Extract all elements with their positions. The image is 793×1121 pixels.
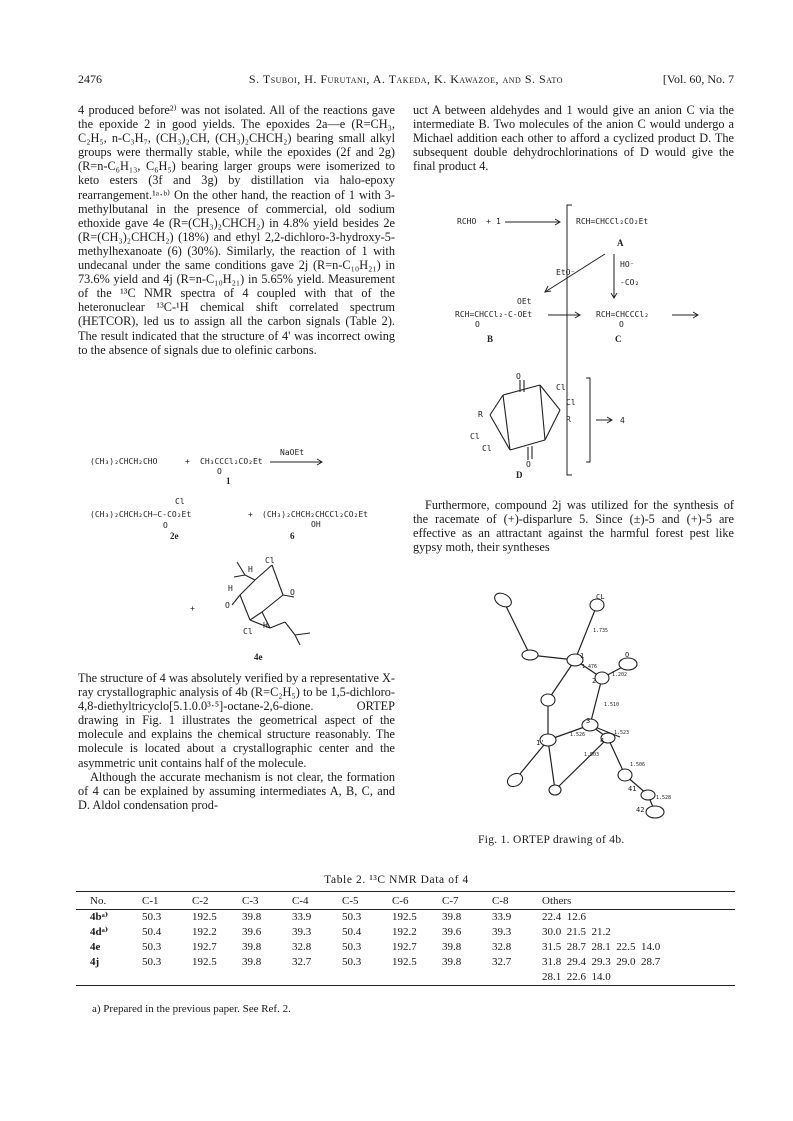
ortep-atom-3: 3 — [586, 717, 591, 725]
bond-length: 1.528 — [656, 795, 672, 801]
carbonyl-o: O — [217, 467, 222, 476]
table-header: C-8 — [492, 892, 542, 910]
hydroxide-label: HO⁻ — [620, 260, 635, 269]
ethoxide-label: EtO⁻ — [556, 268, 576, 277]
table-header: C-3 — [242, 892, 292, 910]
product-epoxide-2e: (CH₃)₂CHCH₂CH—C-CO₂Et — [90, 510, 192, 519]
table-cell: 32.7 — [492, 956, 512, 968]
ortep-atom-4: 4 — [600, 737, 605, 745]
table-cell: 4bᵃ⁾ — [90, 911, 109, 923]
ortep-o-label: O — [625, 651, 630, 659]
d-carbonyl-o-bottom: O — [526, 460, 531, 469]
compound-label-1: 1 — [226, 476, 231, 486]
table-cell: 39.3 — [292, 926, 312, 938]
carbonyl-o-c: O — [619, 320, 624, 329]
hydrogen-label-bottom: H — [263, 621, 268, 630]
hydrogen-label-top: H — [248, 565, 253, 574]
table-cell: 50.3 — [342, 941, 362, 953]
bond-length: 1.476 — [582, 664, 598, 670]
paragraph: 4 produced before²⁾ was not isolated. All of the reactions gave the epoxide 2 in good yields. The epoxides 2a—e (R=CH₃, C₂H₅, n-C₃H₇, (CH₃)₂CH, (CH₃)₂CHCH₂) bearing small alkyl groups were thermally stable, while the epoxides (2f and 2g) (R=n-C₆H₁₃, C₆H₅) bearing larger groups were isomerized to keto esters (3f and 3g) by distillation via halo-epoxy rearrangement.¹ᵃ·ᵇ⁾ On the other hand, the reaction of 1 with 3-methylbutanal in the presence of commercial, old sodium ethoxide gave 4e (R=(CH₃)₂CHCH₂) in 4.8% yield besides 2e (R=(CH₃)₂CHCH₂) (18%) and ethyl 2,2-dichloro-3-hydroxy-5-methylhexanoate (6) (30%). Similarly, the reaction of 1 with undecanal under the same conditions gave 2j (R=n-C₁₀H₂₁) in 73.6% yield and 4j (R=n-C₁₀H₂₁) in 5.65% yield. Measurement of the ¹³C NMR spectra of 4 coupled with that of the heteronuclear ¹³C-¹H chemical shift correlated spectrum (HETCOR), led us to assign all the carbon signals (Table 2). The result indicated that the structure of 4' was incorrect owing to the absence of signals due to olefinic carbons. — [78, 103, 395, 357]
paragraph: Furthermore, compound 2j was utilized for the synthesis of the racemate of (+)-disparlure 5. Since (±)-5 and (+)-5 are effective as an attractant against the harmful forest pest like gypsy moth, their syntheses — [413, 498, 734, 555]
bond-length: 1.510 — [604, 702, 620, 708]
d-chlorine-3: Cl — [470, 432, 480, 441]
compound-label-4e: 4e — [254, 652, 263, 662]
bond-length: 1.503 — [584, 752, 600, 758]
table-cell: 192.7 — [392, 941, 417, 953]
table-title: Table 2. ¹³C NMR Data of 4 — [324, 874, 469, 886]
table-cell: 50.3 — [142, 941, 162, 953]
intermediate-C: RCH=CHCCCl₂ — [596, 310, 649, 319]
ortep-atom-2: 2 — [592, 677, 597, 685]
table-cell — [442, 970, 492, 986]
table-cell: 50.3 — [142, 956, 162, 968]
table-cell: 33.9 — [492, 911, 512, 923]
table-header: C-4 — [292, 892, 342, 910]
table-cell: 31.8 29.4 29.3 29.0 28.7 — [542, 956, 661, 968]
table-header: C-7 — [442, 892, 492, 910]
figure-caption: Fig. 1. ORTEP drawing of 4b. — [478, 834, 625, 846]
product-hydroxyester-6: (CH₃)₂CHCH₂CHCCl₂CO₂Et — [262, 510, 368, 519]
table-cell — [342, 970, 392, 986]
table-cell — [492, 970, 542, 986]
table-cell: 31.5 28.7 28.1 22.5 14.0 — [542, 941, 661, 953]
d-chlorine-4: Cl — [482, 444, 492, 453]
table-cell: 32.8 — [292, 941, 312, 953]
d-r-left: R — [478, 410, 483, 419]
table-cell: 4j — [90, 956, 100, 968]
table-cell: 192.5 — [392, 956, 417, 968]
table-cell: 22.4 12.6 — [542, 911, 586, 923]
table-cell: 33.9 — [292, 911, 312, 923]
ortep-atom-42: 42 — [636, 806, 645, 814]
bond-length: 1.735 — [593, 628, 609, 634]
table-cell: 30.0 21.5 21.2 — [542, 926, 611, 938]
reactant-ketoester: CH₃CCCl₂CO₂Et — [200, 457, 263, 466]
table-header: Others — [542, 892, 735, 910]
ortep-atom-1prime: 1' — [536, 739, 545, 747]
page-number: 2476 — [78, 72, 102, 86]
bond-length: 1.526 — [570, 732, 586, 738]
table-row — [76, 925, 735, 940]
paragraph: uct A between aldehydes and 1 would give an anion C via the intermediate B. Two molecules of the anion C would undergo a Michael addition each other to afford a cyclized product D. The subsequent double dehydrochlorinations of D would give the final product 4. — [413, 103, 734, 174]
table-cell: 192.2 — [192, 926, 217, 938]
table-header: C-1 — [142, 892, 192, 910]
table-row — [76, 970, 735, 986]
final-product-4: 4 — [620, 416, 625, 425]
intermediate-B: RCH=CHCCl₂-C-OEt — [455, 310, 533, 319]
intermediate-A: RCH=CHCCl₂CO₂Et — [576, 217, 649, 226]
ortep-atom-1: 1 — [580, 652, 585, 660]
compound-label-6: 6 — [290, 531, 295, 541]
compound-label-2e: 2e — [170, 531, 179, 541]
table-cell: 32.8 — [492, 941, 512, 953]
table-cell: 39.3 — [492, 926, 512, 938]
table-cell: 4e — [90, 941, 101, 953]
table-cell: 39.8 — [442, 911, 462, 923]
bond-length: 1.506 — [630, 762, 646, 768]
hydrogen-label-left: H — [228, 584, 233, 593]
chlorine-label-top: Cl — [265, 556, 275, 565]
chlorine-label-bottom: Cl — [243, 627, 253, 636]
table-header-row — [76, 892, 735, 910]
table-cell: 28.1 22.6 14.0 — [542, 970, 735, 986]
ortep-cl-label: CL — [596, 593, 605, 601]
table-cell: 39.6 — [442, 926, 462, 938]
plus-sign-3: + — [190, 604, 195, 613]
bond-length: 1.523 — [614, 730, 630, 736]
table-cell: 39.8 — [242, 911, 262, 923]
label-D: D — [516, 470, 523, 480]
table-cell — [292, 970, 342, 986]
table-header: C-5 — [342, 892, 392, 910]
table-cell: 192.2 — [392, 926, 417, 938]
table-cell: 39.8 — [242, 941, 262, 953]
d-chlorine-1: Cl — [556, 383, 566, 392]
d-r-right: R — [566, 415, 571, 424]
table-cell: 4dᵃ⁾ — [90, 926, 109, 938]
table-header: C-6 — [392, 892, 442, 910]
table-cell: 50.3 — [342, 911, 362, 923]
plus-sign-2: + — [248, 510, 253, 519]
table-header: C-2 — [192, 892, 242, 910]
label-C: C — [615, 334, 622, 344]
plus-sign: + — [185, 457, 190, 466]
table-cell: 50.4 — [342, 926, 362, 938]
chlorine-label: Cl — [175, 497, 185, 506]
hydroxyl-label: OH — [311, 520, 321, 529]
volume-info: [Vol. 60, No. 7 — [662, 72, 734, 86]
table-cell: 32.7 — [292, 956, 312, 968]
ortep-atom-41: 41 — [628, 785, 637, 793]
paragraph: Although the accurate mechanism is not clear, the formation of 4 can be explained by assuming intermediates A, B, C, and D. Aldol condensation prod- — [78, 769, 395, 812]
reactant-1: 1 — [496, 217, 501, 226]
table-cell — [392, 970, 442, 986]
table-cell — [76, 970, 142, 986]
table-cell: 39.6 — [242, 926, 262, 938]
d-chlorine-2: Cl — [566, 398, 576, 407]
plus-sign: + — [486, 217, 491, 226]
table-cell: 192.5 — [392, 911, 417, 923]
decarboxylation-label: -CO₂ — [620, 278, 640, 287]
d-carbonyl-o-top: O — [516, 372, 521, 381]
author-line: S. Tsuboi, H. Furutani, A. Takeda, K. Kawazoe, and S. Sato — [248, 72, 564, 86]
table-cell: 50.4 — [142, 926, 162, 938]
table-header: No. — [76, 892, 142, 910]
table-cell — [192, 970, 242, 986]
label-A: A — [617, 238, 624, 248]
aldehyde-label: RCHO — [457, 217, 477, 226]
table-row — [76, 940, 735, 955]
table-cell: 39.8 — [442, 941, 462, 953]
table-cell: 192.5 — [192, 956, 217, 968]
table-cell: 192.7 — [192, 941, 217, 953]
label-B: B — [487, 334, 494, 344]
table-cell: 192.5 — [192, 911, 217, 923]
carbonyl-o-right: O — [290, 588, 295, 597]
table-cell — [142, 970, 192, 986]
table-cell: 50.3 — [342, 956, 362, 968]
bond-length: 1.202 — [612, 672, 628, 678]
table-cell — [242, 970, 292, 986]
table-row — [76, 910, 735, 926]
reagent-label: NaOEt — [280, 448, 305, 457]
table-footnote: a) Prepared in the previous paper. See Ref. 2. — [92, 1003, 291, 1015]
table-row — [76, 955, 735, 970]
carbonyl-o-b: O — [475, 320, 480, 329]
paragraph: The structure of 4 was absolutely verified by a representative X-ray crystallographic analysis of 4b (R=C₂H₅) to be 1,5-dichloro-4,8-diethyltricyclo[5.1.0.0³·⁵]-octane-2,6-dione. ORTEP drawing in Fig. 1 illustrates the geometrical aspect of the molecule and explains the chemical structure reasonably. The molecule is located about a crystallographic center and the asymmetric unit contains half of the molecule. — [78, 671, 395, 770]
table-cell: 50.3 — [142, 911, 162, 923]
epoxide-o: O — [163, 521, 168, 530]
nmr-data-table — [76, 891, 735, 986]
carbonyl-o-left: O — [225, 601, 230, 610]
reactant-aldehyde: (CH₃)₂CHCH₂CHO — [90, 457, 158, 466]
table-cell: 39.8 — [242, 956, 262, 968]
oet-label: OEt — [517, 297, 532, 306]
table-cell: 39.8 — [442, 956, 462, 968]
